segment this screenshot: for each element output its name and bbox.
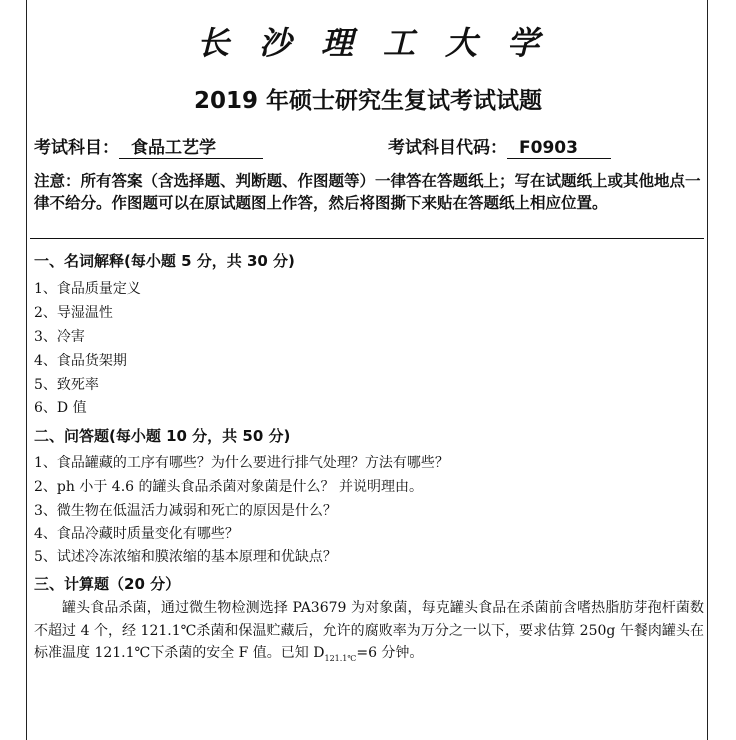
university-name: 长沙理工大学: [196, 24, 569, 62]
calculation-problem: [34, 597, 704, 670]
list-item: 6、D 值: [34, 400, 87, 416]
list-item: 5、致死率: [34, 377, 99, 393]
list-item: 1、食品质量定义: [34, 281, 141, 297]
calculation-text: 罐头食品杀菌，通过微生物检测选择 PA3679 为对象菌，每克罐头食品在杀菌前含嗜热脂肪芽孢杆菌数不超过 4 个，经 121.1℃杀菌和保温贮藏后，允许的腐败率为万分之一以下，要求估算 250g 午餐肉罐头在标准温度 121.1℃下杀菌的安全 F 值。已知 D: [34, 600, 704, 661]
list-item: 4、食品货架期: [34, 353, 127, 369]
list-item: 1、食品罐藏的工序有哪些？为什么要进行排气处理？方法有哪些？: [34, 455, 449, 471]
list-item: 3、冷害: [34, 329, 85, 345]
list-item: 2、导湿温性: [34, 305, 113, 321]
list-item: 5、试述冷冻浓缩和膜浓缩的基本原理和优缺点？: [34, 549, 337, 565]
section-heading-questions: 二、问答题(每小题 10 分，共 50 分): [34, 427, 291, 445]
list-item: 3、微生物在低温活力减弱和死亡的原因是什么？: [34, 503, 337, 519]
subject-name-row: [34, 133, 263, 159]
list-item: 2、ph 小于 4.6 的罐头食品杀菌对象菌是什么？ 并说明理由。: [34, 479, 423, 495]
subject-code-row: [388, 133, 611, 159]
subject-name-value: 食品工艺学: [119, 133, 263, 159]
header-divider: [30, 238, 704, 239]
calculation-text-end: =6 分钟。: [356, 645, 424, 661]
list-item: 4、食品冷藏时质量变化有哪些？: [34, 526, 239, 542]
exam-title: 2019 年硕士研究生复试考试试题: [193, 88, 543, 114]
subject-name-label: 考试科目：: [34, 138, 119, 158]
section-heading-calculation: 三、计算题（20 分）: [34, 575, 181, 593]
section-heading-definitions: 一、名词解释(每小题 5 分，共 30 分): [34, 252, 295, 270]
calculation-subscript: 121.1℃: [324, 653, 357, 663]
subject-code-label: 考试科目代码：: [388, 138, 507, 158]
exam-notice: 注意：所有答案（含选择题、判断题、作图题等）一律答在答题纸上；写在试题纸上或其他地点一律不给分。作图题可以在原试题图上作答，然后将图撕下来贴在答题纸上相应位置。: [34, 172, 701, 212]
subject-code-value: F0903: [507, 138, 611, 159]
